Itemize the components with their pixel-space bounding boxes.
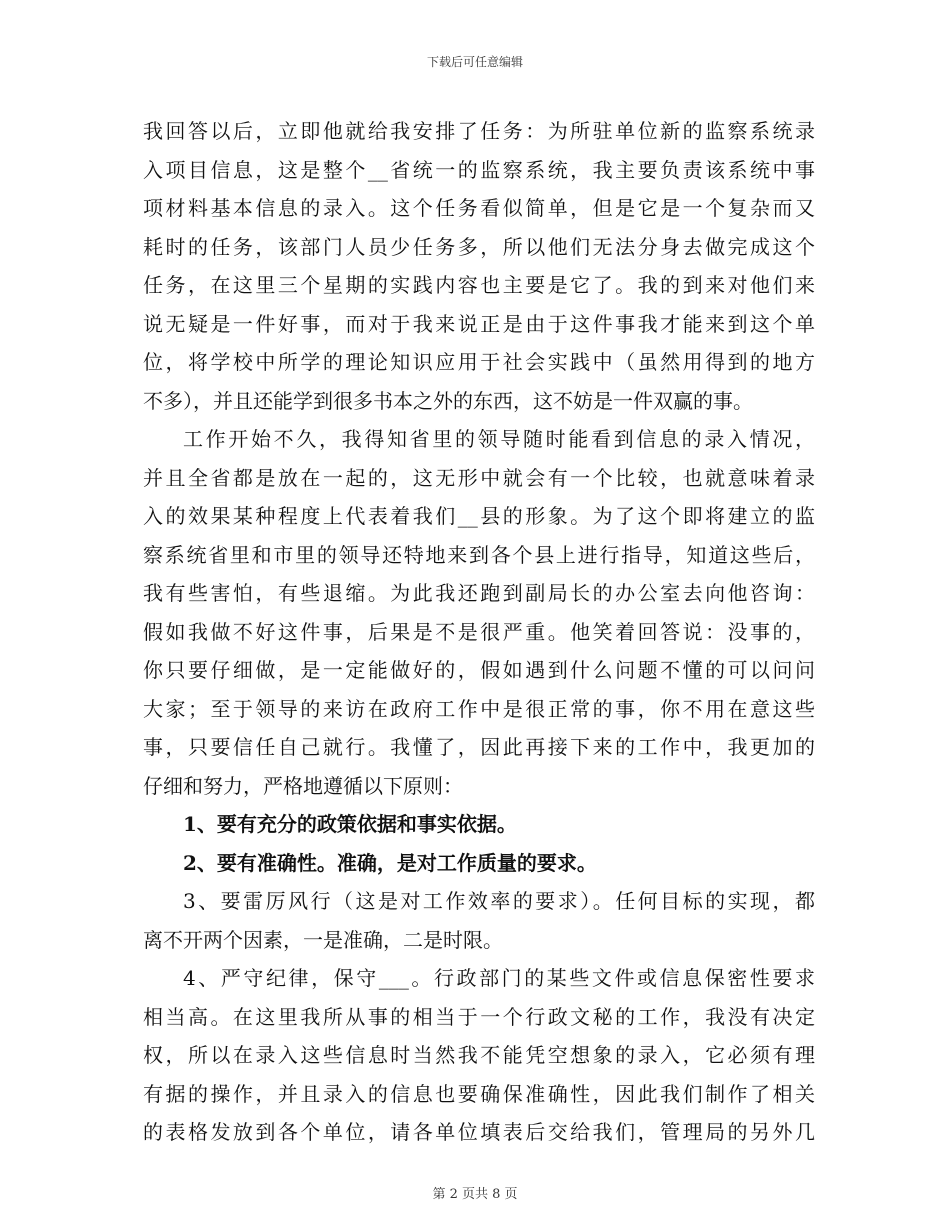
principle-heading: 1、要有充分的政策依据和事实依据。: [183, 812, 517, 836]
body-line: 的表格发放到各个单位，请各单位填表后交给我们，管理局的另外几: [143, 1120, 815, 1144]
body-line: 4、严守纪律，保守___。行政部门的某些文件或信息保密性要求: [183, 966, 815, 990]
body-line: 我有些害怕，有些退缩。为此我还跑到副局长的办公室去向他咨询：: [143, 581, 815, 605]
body-line: 仔细和努力，严格地遵循以下原则：: [143, 773, 463, 798]
body-line: 耗时的任务，该部门人员少任务多，所以他们无法分身去做完成这个: [143, 234, 815, 259]
document-body: [143, 112, 815, 1152]
body-line: 入的效果某种程度上代表着我们__县的形象。为了这个即将建立的监: [143, 504, 815, 528]
body-line: 权，所以在录入这些信息时当然我不能凭空想象的录入，它必须有理: [143, 1043, 815, 1067]
body-line: 不多），并且还能学到很多书本之外的东西，这不妨是一件双赢的事。: [143, 388, 753, 413]
body-line: 你只要仔细做，是一定能做好的，假如遇到什么问题不懂的可以问问: [143, 658, 815, 682]
body-line: 相当高。在这里我所从事的相当于一个行政文秘的工作，我没有决定: [143, 1004, 815, 1029]
body-line: 3、要雷厉风行（这是对工作效率的要求）。任何目标的实现，都: [183, 889, 815, 913]
body-line: 我回答以后，立即他就给我安排了任务：为所驻单位新的监察系统录: [143, 119, 815, 143]
page-footer: 第 2 页共 8 页: [432, 1187, 518, 1202]
body-line: 说无疑是一件好事，而对于我来说正是由于这件事我才能来到这个单: [143, 311, 815, 336]
body-line: 并且全省都是放在一起的，这无形中就会有一个比较，也就意味着录: [143, 465, 815, 490]
body-line: 事，只要信任自己就行。我懂了，因此再接下来的工作中，我更加的: [143, 735, 815, 759]
body-line: 位，将学校中所学的理论知识应用于社会实践中（虽然用得到的地方: [143, 350, 815, 374]
body-line: 大家；至于领导的来访在政府工作中是很正常的事，你不用在意这些: [143, 696, 815, 721]
principle-heading: 2、要有准确性。准确，是对工作质量的要求。: [183, 850, 597, 875]
body-line: 察系统省里和市里的领导还特地来到各个县上进行指导，知道这些后，: [143, 542, 815, 567]
page-header: 下载后可任意编辑: [426, 55, 523, 69]
body-line: 项材料基本信息的录入。这个任务看似简单，但是它是一个复杂而又: [143, 196, 815, 220]
body-line: 入项目信息，这是整个__省统一的监察系统，我主要负责该系统中事: [143, 157, 815, 182]
body-line: 任务，在这里三个星期的实践内容也主要是它了。我的到来对他们来: [143, 273, 815, 297]
body-line: 离不开两个因素，一是准确，二是时限。: [143, 927, 503, 952]
body-line: 工作开始不久，我得知省里的领导随时能看到信息的录入情况，: [183, 427, 815, 451]
body-line: 有据的操作，并且录入的信息也要确保准确性，因此我们制作了相关: [143, 1081, 815, 1106]
body-line: 假如我做不好这件事，后果是不是很严重。他笑着回答说：没事的，: [143, 619, 815, 644]
